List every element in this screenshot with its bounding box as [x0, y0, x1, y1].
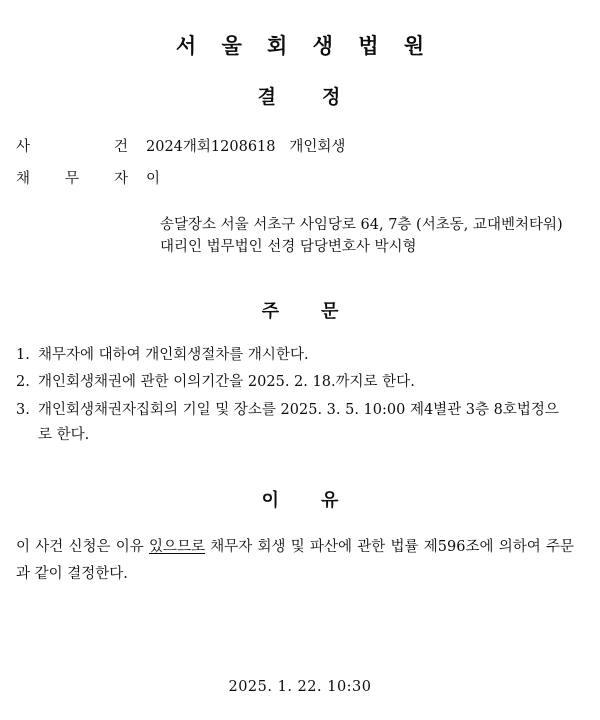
reason-text-after: 채무자 회생 및 파산에 관한 법률 제596조에 의하여 주문과 같이 결정한다. [16, 539, 574, 583]
main-order-heading-right: 문 [321, 300, 339, 322]
legal-representative-line: 대리인 법무법인 선경 담당변호사 박시형 [160, 239, 417, 256]
case-label-char: 사 [16, 139, 31, 155]
case-label-char: 건 [113, 139, 128, 155]
order-list [14, 343, 586, 449]
case-info-block [14, 135, 586, 188]
list-item-text: 개인회생채권자집회의 기일 및 장소를 2025. 3. 5. 10:00 제4별관 3층 8호법정으로 한다. [38, 401, 559, 444]
document-type-title [14, 82, 586, 109]
debtor-label-char: 무 [64, 171, 79, 187]
reason-text-underlined: 있으므로 [149, 539, 206, 556]
document-page [0, 30, 600, 720]
debtor-label [14, 167, 146, 188]
reason-text-before: 이 사건 신청은 이유 [16, 539, 150, 556]
list-item-text: 채무자에 대하여 개인회생절차를 개시한다. [38, 346, 309, 363]
reason-paragraph [14, 534, 586, 588]
document-type-title-right: 정 [322, 86, 343, 108]
service-address-line: 송달장소 서울 서초구 사임당로 64, 7층 (서초동, 교대벤처타워) [160, 217, 563, 233]
main-order-heading-left: 주 [261, 300, 279, 322]
main-order-heading [14, 297, 586, 323]
debtor-label-char: 자 [113, 171, 128, 187]
list-item [16, 398, 568, 449]
list-item [16, 343, 568, 368]
list-item-text: 개인회생채권에 관한 이의기간을 2025. 2. 18.까지로 한다. [38, 374, 415, 391]
court-title: 서 울 회 생 법 원 [175, 33, 434, 58]
service-address-block [160, 214, 586, 259]
case-number-value: 2024개회1208618 개인회생 [146, 139, 346, 155]
reason-heading [14, 486, 586, 512]
case-info-row [14, 135, 586, 156]
reason-heading-right: 유 [321, 490, 339, 512]
document-type-title-left: 결 [257, 86, 278, 108]
list-item [16, 370, 568, 395]
decision-timestamp: 2025. 1. 22. 10:30 [228, 679, 372, 695]
debtor-label-char: 채 [16, 171, 31, 187]
list-item-number: 3. [16, 401, 30, 418]
reason-heading-left: 이 [261, 490, 279, 512]
list-item-number: 2. [16, 374, 30, 391]
debtor-name-value: 이 [146, 171, 161, 187]
list-item-number: 1. [16, 346, 30, 363]
case-info-label [14, 135, 146, 156]
case-info-row [14, 167, 586, 188]
